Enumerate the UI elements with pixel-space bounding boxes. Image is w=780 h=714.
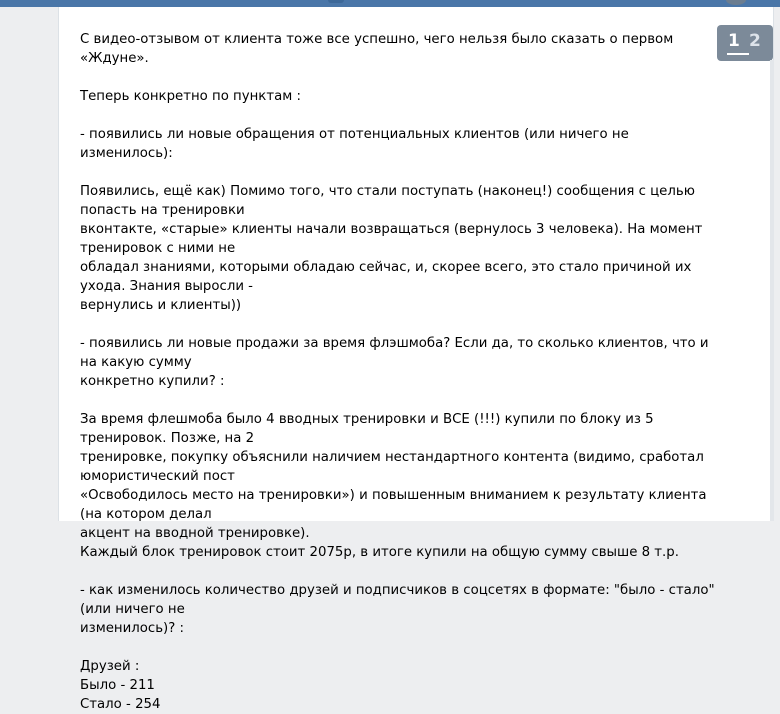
points-header: Теперь конкретно по пунктам : [80, 89, 301, 104]
question-3 [80, 581, 720, 638]
page-1-button[interactable]: 1 [728, 31, 740, 51]
text-line: Было - 211 [80, 678, 155, 693]
top-navigation-bar [0, 0, 780, 7]
text-line: обладал знаниями, которыми обладаю сейчас, и, скорее всего, это стало причиной их ухода. Знания выросли - [80, 260, 692, 294]
question-1: - появились ли новые обращения от потенциальных клиентов (или ничего не изменилось): [80, 127, 629, 161]
friends-stats [80, 657, 720, 714]
post-container [58, 7, 774, 712]
user-avatar[interactable] [726, 0, 746, 5]
question-2 [80, 334, 720, 391]
text-line: вконтакте, «старые» клиенты начали возвращаться (вернулось 3 человека). На момент тренировок с ними не [80, 222, 703, 256]
text-line: вернулись и клиенты)) [80, 298, 242, 313]
intro-paragraph: С видео-отзывом от клиента тоже все успешно, чего нельзя было сказать о первом «Ждуне». [80, 32, 674, 66]
answer-1 [80, 182, 720, 315]
text-line: Стало - 254 [80, 697, 161, 712]
answer-2 [80, 410, 720, 562]
text-line: изменилось)? : [80, 621, 184, 636]
scrollbar-track[interactable] [770, 60, 774, 521]
text-line: За время флешмоба было 4 вводных тренировки и ВСЕ (!!!) купили по блоку из 5 тренировок. Позже, на 2 [80, 412, 654, 446]
text-line: конкретно купили? : [80, 374, 225, 389]
text-line: - появились ли новые продажи за время флэшмоба? Если да, то сколько клиентов, что и на какую сумму [80, 336, 709, 370]
text-line: Появились, ещё как) Помимо того, что стали поступать (наконец!) сообщения с целью попасть на тренировки [80, 184, 695, 218]
text-line: тренировке, покупку объяснили наличием нестандартного контента (видимо, сработал юмористический пост [80, 450, 704, 484]
text-line: Друзей : [80, 659, 140, 674]
post-text [80, 30, 720, 714]
text-line: Каждый блок тренировок стоит 2075р, в итоге купили на общую сумму свыше 8 т.р. [80, 545, 679, 560]
nav-item[interactable] [328, 0, 344, 3]
text-line: акцент на вводной тренировке). [80, 526, 310, 541]
text-line: - как изменилось количество друзей и подписчиков в соцсетях в формате: "было - стало" (или ничего не [80, 583, 715, 617]
page-switcher [717, 25, 773, 61]
active-page-indicator [727, 53, 749, 55]
page-2-button[interactable]: 2 [749, 31, 761, 51]
text-line: «Освободилось место на тренировки») и повышенным вниманием к результату клиента (на котором делал [80, 488, 707, 522]
